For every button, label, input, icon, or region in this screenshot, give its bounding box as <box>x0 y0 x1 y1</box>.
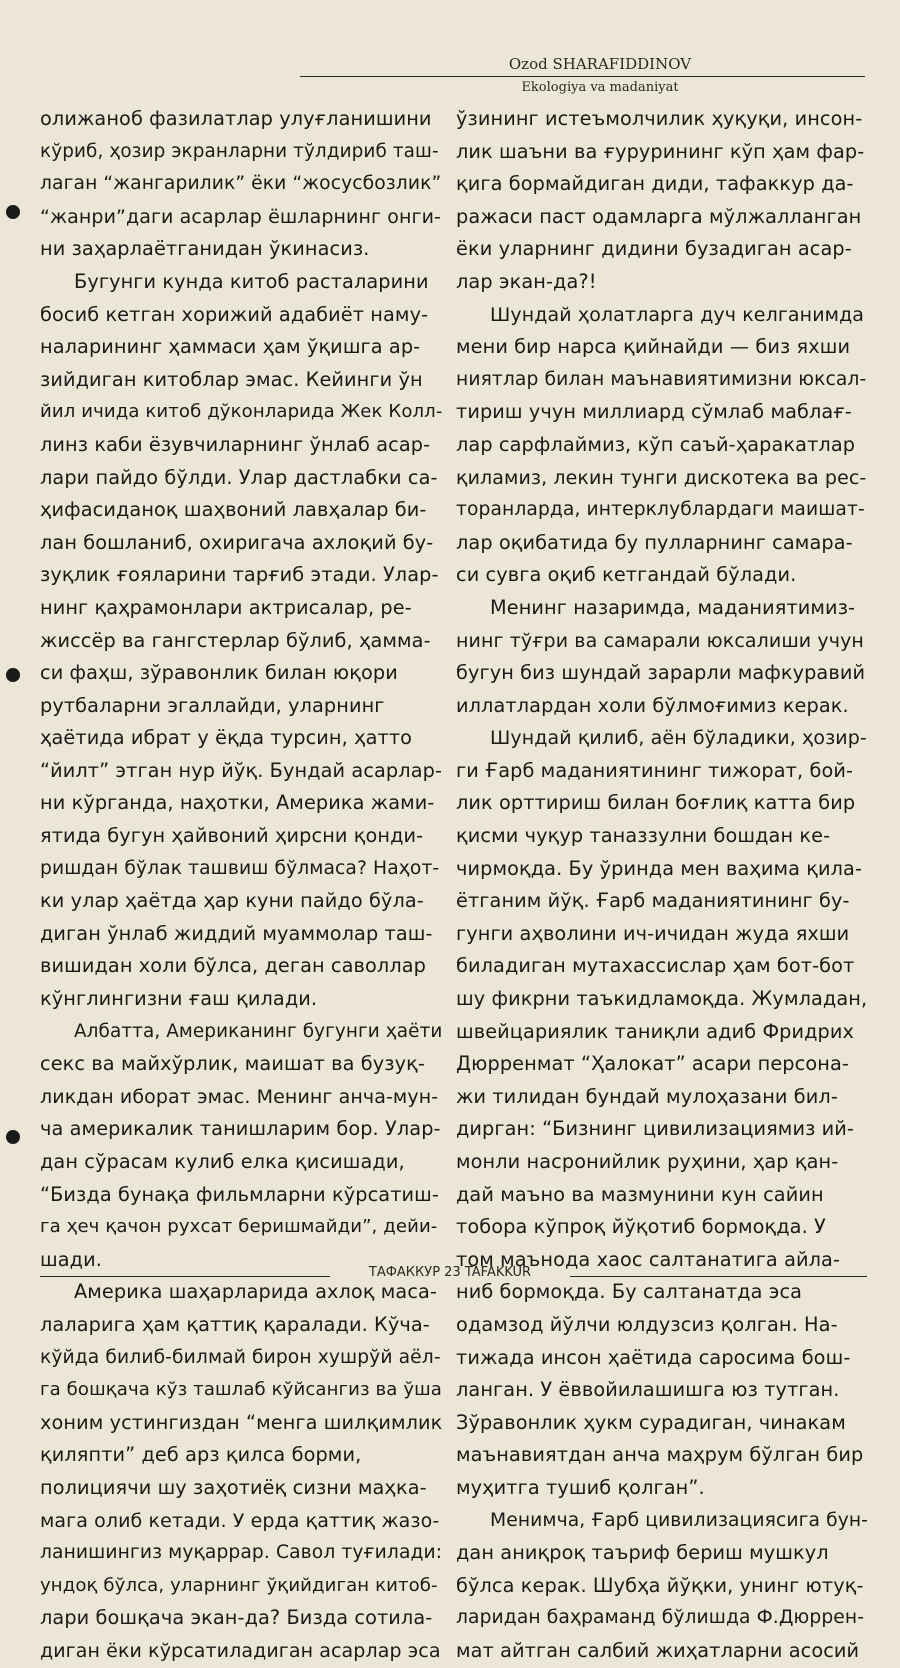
binder-hole <box>6 1130 20 1144</box>
text-line: ётганим йўқ. Ғарб маданиятининг бу- <box>456 889 850 913</box>
text-line: ҳаётида ибрат у ёқда турсин, ҳатто <box>40 726 413 750</box>
text-line: бўлса керак. Шубҳа йўқки, унинг ютуқ- <box>456 1573 864 1597</box>
footer-rule-left <box>40 1276 330 1277</box>
text-line: биладиган мутахассислар ҳам бот-бот <box>456 954 855 978</box>
text-line: кўйда билиб-билмай бирон хушрўй аёл- <box>40 1346 441 1368</box>
text-line: Америка шаҳарларида ахлоқ маса- <box>74 1280 438 1304</box>
text-line: олижаноб фазилатлар улуғланишини <box>40 107 432 130</box>
text-line: зийдиган китоблар эмас. Кейинги ўн <box>40 367 423 391</box>
text-line: лик шаъни ва ғурурининг кўп ҳам фар- <box>456 139 865 163</box>
text-line: ўзининг истеъмолчилик ҳуқуқи, инсон- <box>456 107 863 130</box>
text-line: кўриб, ҳозир экранларни тўлдириб таш- <box>40 140 439 162</box>
text-line: рутбаларни эгаллайди, уларнинг <box>40 693 385 717</box>
text-line: Шундай ҳолатларга дуч келганимда <box>490 303 865 326</box>
text-line: иллатлардан холи бўлмоғимиз керак. <box>456 693 849 717</box>
text-line: дирган: “Бизнинг цивилизациямиз ий- <box>456 1117 854 1141</box>
text-line: ча америкалик танишларим бор. Улар- <box>40 1117 441 1141</box>
text-line: полициячи шу заҳотиёқ сизни маҳка- <box>40 1475 427 1499</box>
text-line: линз каби ёзувчиларнинг ўнлаб асар- <box>40 432 431 456</box>
text-line: бугун биз шундай зарарли мафкуравий <box>456 661 866 685</box>
binder-hole <box>6 205 20 219</box>
text-line: Зўравонлик ҳукм сурадиган, чинакам <box>456 1410 846 1434</box>
text-line: ланган. У ёввойилашишга юз тутган. <box>456 1378 840 1402</box>
text-line: лар оқибатида бу пулларнинг самара- <box>456 530 853 554</box>
text-line: ги Ғарб маданиятининг тижорат, бой- <box>456 758 854 782</box>
text-line: лар экан-да?! <box>456 269 597 293</box>
running-header-author: Ozod SHARAFIDDINOV <box>508 55 692 73</box>
text-line: Менимча, Ғарб цивилизациясига бун- <box>490 1509 869 1531</box>
right-text-column <box>456 103 868 1668</box>
text-line: секс ва майхўрлик, маишат ва бузуқ- <box>40 1052 425 1076</box>
text-line: тижада инсон ҳаётида саросима бош- <box>456 1345 851 1369</box>
text-line: мени бир нарса қийнайди — биз яхши <box>456 335 851 359</box>
footer-page-number: ТАФАККУР 23 TAFAKKUR <box>368 1265 532 1280</box>
text-line: қиламиз, лекин тунги дискотека ва рес- <box>456 466 867 489</box>
header-rule <box>300 76 865 77</box>
text-line: жиссёр ва гангстерлар бўлиб, ҳамма- <box>40 628 431 652</box>
text-line: дан сўрасам кулиб елка қисишади, <box>40 1150 405 1173</box>
text-line: қисми чуқур таназзулни бошдан ке- <box>456 824 831 848</box>
text-line: торанларда, интерклублардаги маишат- <box>456 499 865 521</box>
text-line: ни кўрганда, наҳотки, Америка жами- <box>40 791 435 815</box>
text-line: Бугунги кунда китоб расталарини <box>74 269 429 293</box>
text-line: ниятлар билан маънавиятимизни юксал- <box>456 368 867 390</box>
text-line: том маънода хаос салтанатига айла- <box>456 1247 841 1271</box>
text-line: маънавиятдан анча маҳрум бўлган бир <box>456 1443 864 1467</box>
text-line: дай маъно ва мазмунини кун сайин <box>456 1182 824 1206</box>
text-line: лаган “жангарилик” ёки “жосусбозлик” <box>40 173 442 195</box>
text-line: зуқлик ғояларини тарғиб этади. Улар- <box>40 563 439 587</box>
text-line: мага олиб кетади. У ерда қаттиқ жазо- <box>40 1509 440 1532</box>
text-line: тириш учун миллиард сўмлаб маблағ- <box>456 400 852 424</box>
text-line: монли насронийлик руҳини, ҳар қан- <box>456 1150 839 1173</box>
text-line: чирмоқда. Бу ўринда мен ваҳима қила- <box>456 856 863 880</box>
text-line: Албатта, Американинг бугунги ҳаёти <box>74 1020 443 1042</box>
text-line: ни заҳарлаётганидан ўкинасиз. <box>40 237 370 261</box>
text-line: тобора кўпроқ йўқотиб бормоқда. У <box>456 1215 826 1239</box>
text-line: ражаси паст одамларга мўлжалланган <box>456 204 862 228</box>
text-line: ятида бугун ҳайвоний ҳирсни қонди- <box>40 824 424 848</box>
text-line: лари бошқача экан-да? Бизда сотила- <box>40 1606 433 1630</box>
text-line: “жанри”даги асарлар ёшларнинг онги- <box>40 205 441 228</box>
text-line: ларидан баҳраманд бўлишда Ф.Дюррен- <box>456 1607 865 1629</box>
text-line: швейцариялик таниқли адиб Фридрих <box>456 1019 855 1043</box>
text-line: ёки уларнинг дидини бузадиган асар- <box>456 237 852 261</box>
text-line: Менинг назаримда, маданиятимиз- <box>490 595 856 619</box>
text-line: мат айтган салбий жиҳатларни асосий <box>456 1638 860 1662</box>
text-line: диган ёки кўрсатиладиган асарлар эса <box>40 1639 441 1662</box>
text-line: “Бизда бунақа фильмларни кўрсатиш- <box>40 1182 439 1206</box>
running-header-subtitle: Ekologiya va madaniyat <box>521 80 679 95</box>
text-line: наларининг ҳаммаси ҳам ўқишга ар- <box>40 335 421 359</box>
text-line: ки улар ҳаётда ҳар куни пайдо бўла- <box>40 889 424 913</box>
text-line: кўнглингизни ғаш қилади. <box>40 987 318 1011</box>
footer-rule-right <box>570 1276 867 1277</box>
text-line: си сувга оқиб кетгандай бўлади. <box>456 563 797 587</box>
text-line: ланишингиз муқаррар. Савол туғилади: <box>40 1542 443 1564</box>
text-line: ниб бормоқда. Бу салтанатда эса <box>456 1280 803 1304</box>
text-line: одамзод йўлчи юлдузсиз қолган. На- <box>456 1312 838 1336</box>
text-line: Шундай қилиб, аён бўладики, ҳозир- <box>490 727 867 750</box>
text-line: дан аниқроқ таъриф бериш мушкул <box>456 1541 829 1565</box>
text-line: вишидан холи бўлса, деган саволлар <box>40 954 426 978</box>
text-line: гунги аҳволини ич-ичидан жуда яхши <box>456 921 850 945</box>
text-line: хоним устингиздан “менга шилқимлик <box>40 1410 443 1434</box>
left-text-column <box>40 103 442 1668</box>
text-line: га ҳеч қачон рухсат беришмайди”, дейи- <box>40 1216 438 1238</box>
text-line: қига бормайдиган диди, тафаккур да- <box>456 172 854 196</box>
text-line: лаларига ҳам қаттиқ қаралади. Кўча- <box>40 1312 430 1336</box>
text-line: лан бошланиб, охиригача ахлоқий бу- <box>40 530 434 554</box>
text-line: ришдан бўлак ташвиш бўлмаса? Наҳот- <box>40 857 440 879</box>
text-line: йил ичида китоб дўконларида Жек Колл- <box>40 401 443 423</box>
text-line: лари пайдо бўлди. Улар дастлабки са- <box>40 465 438 489</box>
text-line: га бошқача кўз ташлаб кўйсангиз ва ўша <box>40 1379 442 1401</box>
text-line: лик орттириш билан боғлиқ катта бир <box>456 791 856 815</box>
text-line: диган ўнлаб жиддий муаммолар таш- <box>40 921 433 945</box>
text-line: ундоқ бўлса, уларнинг ўқийдиган китоб- <box>40 1574 438 1596</box>
text-line: босиб кетган хорижий адабиёт наму- <box>40 302 429 326</box>
text-line: лар сарфлаймиз, кўп саъй-ҳаракатлар <box>456 432 856 456</box>
text-line: нинг қаҳрамонлари актрисалар, ре- <box>40 595 412 619</box>
text-line: муҳитга тушиб қолган”. <box>456 1475 705 1499</box>
text-line: нинг тўғри ва самарали юксалиши учун <box>456 629 864 652</box>
text-line: шади. <box>40 1247 102 1271</box>
text-line: “йилт” этган нур йўқ. Бундай асарлар- <box>40 758 443 782</box>
text-line: си фаҳш, зўравонлик билан юқори <box>40 661 398 685</box>
text-line: қиляпти” деб арз қилса борми, <box>40 1443 362 1467</box>
text-line: ҳифасиданоқ шаҳвоний лавҳалар би- <box>40 498 427 522</box>
text-line: жи тилидан бундай мулоҳазани бил- <box>456 1084 838 1108</box>
text-line: Дюрренмат “Ҳалокат” асари персона- <box>456 1052 849 1076</box>
text-line: шу фикрни таъкидламоқда. Жумладан, <box>456 987 868 1011</box>
binder-hole <box>6 668 20 682</box>
text-line: ликдан иборат эмас. Менинг анча-мун- <box>40 1085 439 1108</box>
